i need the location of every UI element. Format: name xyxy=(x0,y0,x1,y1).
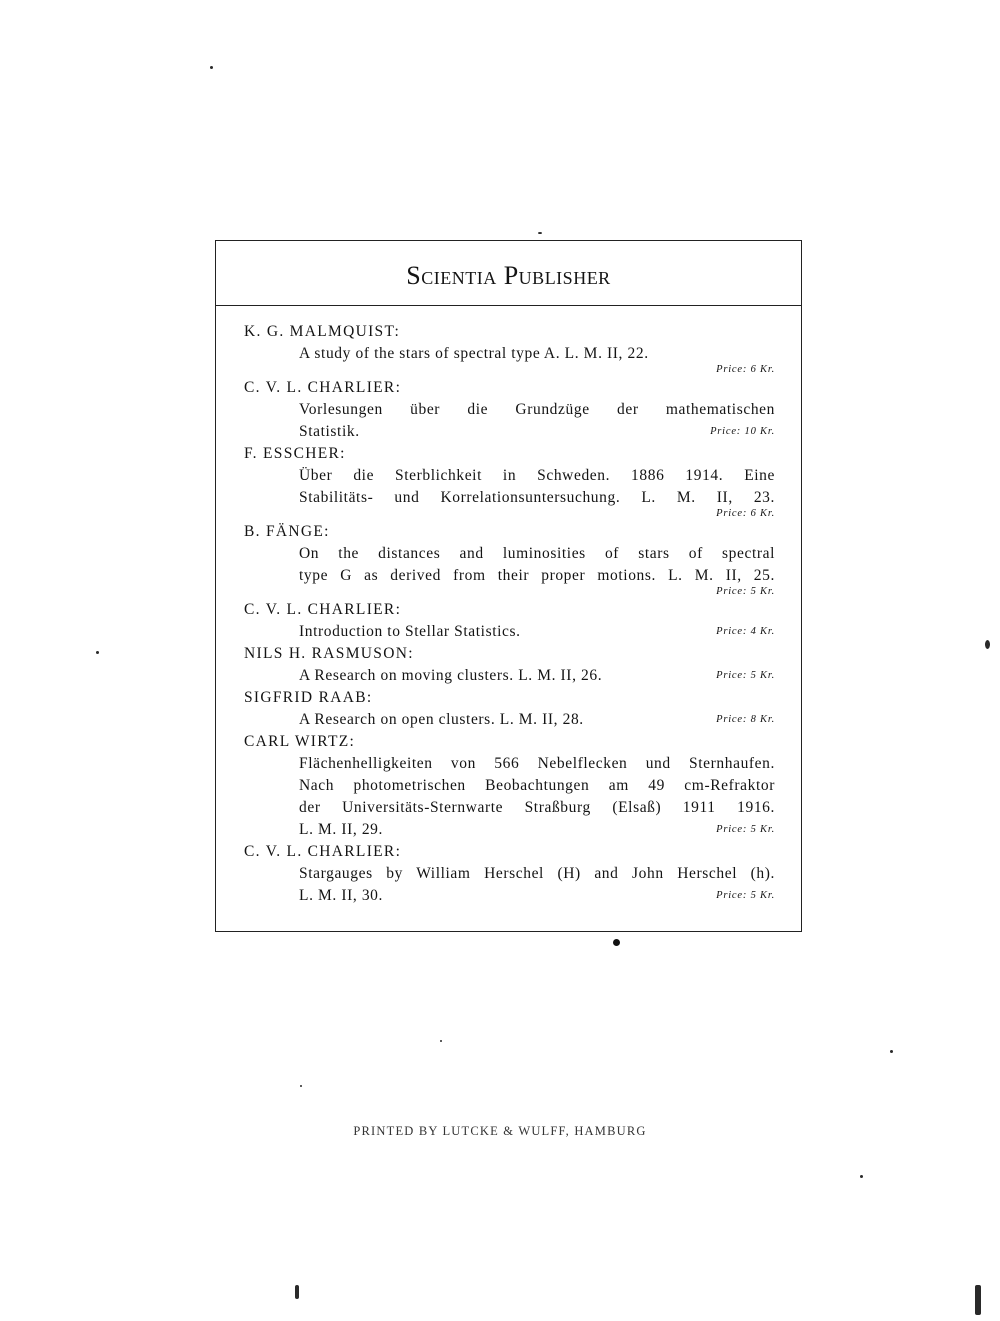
work-title-line: der Universitäts-Sternwarte Straßburg (Elsaß) 1911 1916. xyxy=(299,799,775,816)
work-title-line: Statistik. Price: 10 Kr. xyxy=(299,421,775,443)
author-name: F. ESSCHER: xyxy=(244,445,346,462)
price-label: Price: 6 Kr. xyxy=(716,364,775,375)
list-item xyxy=(244,521,775,599)
work-title-line: A study of the stars of spectral type A. L. M. II, 22. xyxy=(299,345,649,362)
box-header xyxy=(216,241,801,306)
work-title-line: type G as derived from their proper motions. L. M. II, 25. xyxy=(299,567,775,584)
ink-dot xyxy=(613,939,620,946)
list-item xyxy=(244,643,775,687)
author-name: C. V. L. CHARLIER: xyxy=(244,379,402,396)
work-title-line: Introduction to Stellar Statistics. Price: 4 Kr. xyxy=(299,621,775,643)
price-label: Price: 10 Kr. xyxy=(710,426,775,437)
work-title-line: A Research on open clusters. L. M. II, 28. Price: 8 Kr. xyxy=(299,709,775,731)
work-title-line: Flächenhelligkeiten von 566 Nebelflecken und Sternhaufen. xyxy=(299,755,775,772)
price-label: Price: 5 Kr. xyxy=(716,890,775,901)
author-name: SIGFRID RAAB: xyxy=(244,689,373,706)
work-title-line: Stabilitäts- und Korrelationsuntersuchung. L. M. II, 23. xyxy=(299,489,775,506)
publication-list xyxy=(244,321,775,907)
price-label: Price: 4 Kr. xyxy=(716,626,775,637)
author-name: NILS H. RASMUSON: xyxy=(244,645,414,662)
author-name: CARL WIRTZ: xyxy=(244,733,356,750)
author-name: K. G. MALMQUIST: xyxy=(244,323,401,340)
work-title-line: L. M. II, 29. Price: 5 Kr. xyxy=(299,819,775,841)
list-item xyxy=(244,687,775,731)
list-item xyxy=(244,443,775,521)
list-item xyxy=(244,377,775,443)
publisher-box xyxy=(215,240,802,932)
work-title-line: Über die Sterblichkeit in Schweden. 1886 1914. Eine xyxy=(299,467,775,484)
price-label: Price: 5 Kr. xyxy=(716,586,775,597)
author-name: B. FÄNGE: xyxy=(244,523,330,540)
list-item xyxy=(244,731,775,841)
price-label: Price: 6 Kr. xyxy=(716,508,775,519)
price-label: Price: 8 Kr. xyxy=(716,714,775,725)
work-title-line: Stargauges by William Herschel (H) and John Herschel (h). xyxy=(299,865,775,882)
list-item xyxy=(244,599,775,643)
printer-imprint: PRINTED BY LUTCKE & WULFF, HAMBURG xyxy=(353,1124,647,1138)
work-title-line: Vorlesungen über die Grundzüge der mathematischen xyxy=(299,401,775,418)
publisher-title: Scientia Publisher xyxy=(406,261,611,290)
work-title-line: On the distances and luminosities of stars of spectral xyxy=(299,545,775,562)
list-item xyxy=(244,841,775,907)
author-name: C. V. L. CHARLIER: xyxy=(244,601,402,618)
price-label: Price: 5 Kr. xyxy=(716,824,775,835)
author-name: C. V. L. CHARLIER: xyxy=(244,843,402,860)
price-label: Price: 5 Kr. xyxy=(716,670,775,681)
work-title-line: Nach photometrischen Beobachtungen am 49 cm-Refraktor xyxy=(299,777,775,794)
work-title-line: A Research on moving clusters. L. M. II, 26. Price: 5 Kr. xyxy=(299,665,775,687)
list-item xyxy=(244,321,775,377)
work-title-line: L. M. II, 30. Price: 5 Kr. xyxy=(299,885,775,907)
